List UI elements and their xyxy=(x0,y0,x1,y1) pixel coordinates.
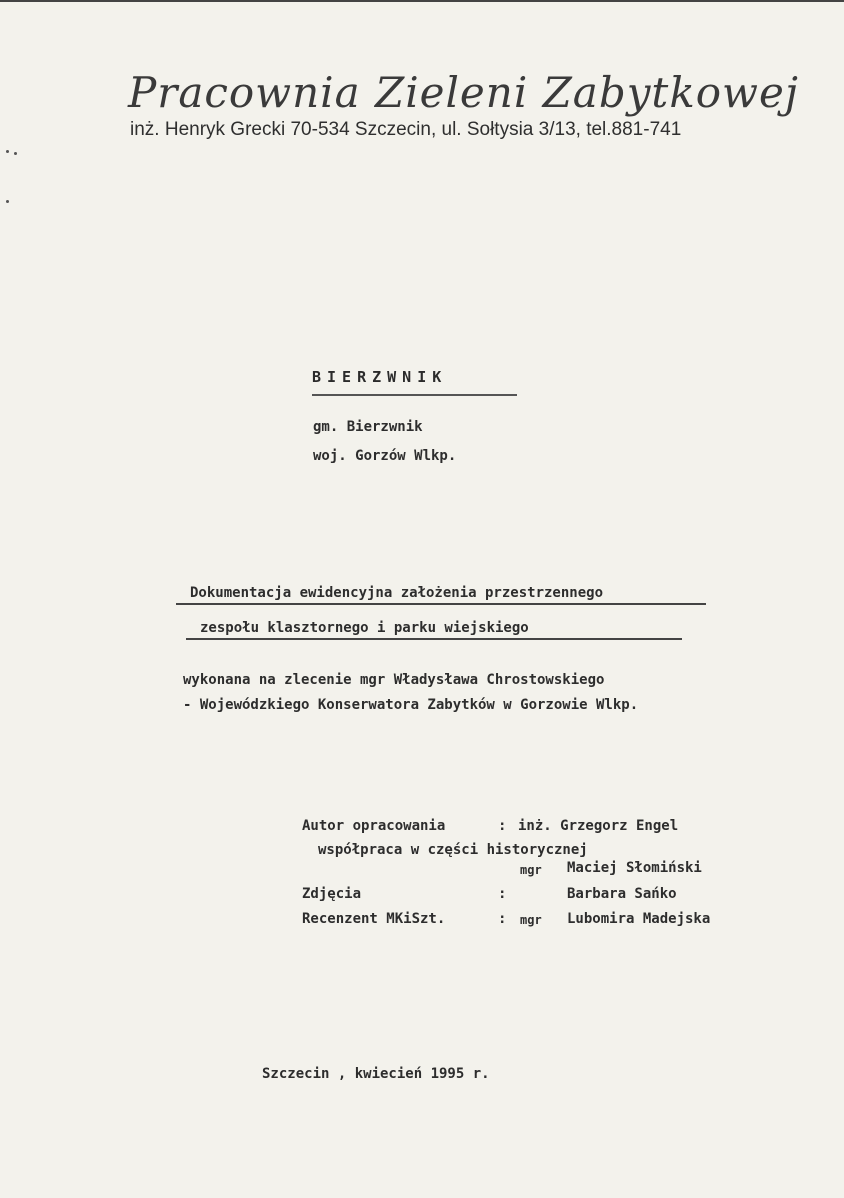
title-underline xyxy=(312,394,517,396)
subject-underline-2 xyxy=(186,638,682,640)
document-title: BIERZWNIK xyxy=(312,368,448,386)
studio-name: Pracownia Zieleni Zabytkowej xyxy=(128,68,799,117)
commission-line-1: wykonana na zlecenie mgr Władysława Chrostowskiego xyxy=(183,672,605,688)
author-label: Autor opracowania xyxy=(302,818,446,834)
cooperation-value: Maciej Słomiński xyxy=(567,860,702,876)
author-value: inż. Grzegorz Engel xyxy=(518,818,679,834)
scan-mark xyxy=(14,152,17,155)
subject-underline-1 xyxy=(176,603,706,605)
cooperation-title: mgr xyxy=(520,863,542,877)
cooperation-label: współpraca w części historycznej xyxy=(318,842,588,858)
photos-value: Barbara Sańko xyxy=(567,886,677,902)
commission-line-2: - Wojewódzkiego Konserwatora Zabytków w Gorzowie Wlkp. xyxy=(183,697,639,713)
reviewer-title: mgr xyxy=(520,913,542,927)
reviewer-value: Lubomira Madejska xyxy=(567,911,711,927)
gmina-line: gm. Bierzwnik xyxy=(313,419,423,435)
reviewer-separator: : xyxy=(498,911,507,927)
subject-line-1: Dokumentacja ewidencyjna założenia przestrzennego xyxy=(190,585,604,601)
subject-line-2: zespołu klasztornego i parku wiejskiego xyxy=(200,620,529,636)
photos-label: Zdjęcia xyxy=(302,886,362,902)
studio-address: inż. Henryk Grecki 70-534 Szczecin, ul. Sołtysia 3/13, tel.881-741 xyxy=(130,119,682,140)
photos-separator: : xyxy=(498,886,507,902)
author-separator: : xyxy=(498,818,507,834)
scan-mark xyxy=(6,150,9,153)
scan-mark xyxy=(6,200,9,203)
place-and-date: Szczecin , kwiecień 1995 r. xyxy=(262,1066,490,1082)
wojewodztwo-line: woj. Gorzów Wlkp. xyxy=(313,448,457,464)
reviewer-label: Recenzent MKiSzt. xyxy=(302,911,446,927)
